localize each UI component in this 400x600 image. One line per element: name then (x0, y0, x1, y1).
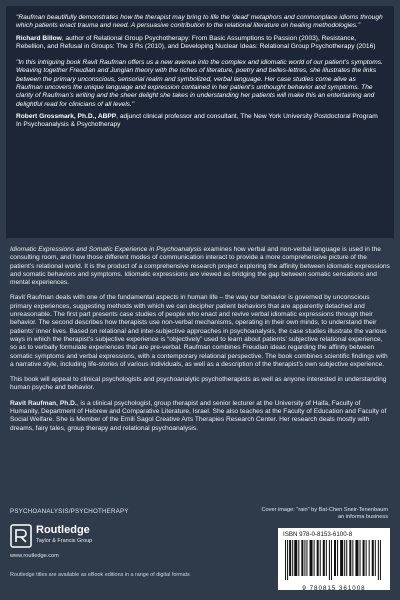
isbn-barcode (278, 528, 390, 590)
barcode-bars (283, 540, 385, 580)
description-paragraph-3: This book will appeal to clinical psychologists and psychoanalytic psychotherapists as well as anyone interested in understanding human psyche and behavior. (10, 376, 387, 392)
publisher-name: Routledge (36, 524, 90, 536)
author-bio-text: , is a clinical psychologist, group therapist and senior lecturer at the University of Haifa, Faculty of Humanity, Department of Hebrew and Comparative Literature, Israel. She also teaches at the Faculty of Education and Faculty of Social Welfare. She is Member of the Emili Sagol Creative Arts Therapies Research Center. Her research deals mostly with dreams, fairy tales, group therapy and relational psychoanalysis. (10, 399, 387, 432)
reviewer-name-1: Richard Billow (16, 34, 62, 42)
ebook-note: Routledge titles are available as eBook editions in a range of digital formats (10, 572, 190, 578)
praise-quote-1: "Raufman beautifully demonstrates how the therapist may bring to life the ‘dead’ metaphors and commonplace idioms through which patients enact trauma and need. A persuasive contribution to the relational literature on healing methodologies." (16, 14, 383, 30)
praise-attribution-1 (16, 35, 384, 52)
description-paragraph-2: Ravit Raufman deals with one of the fundamental aspects in human life – the way our behavior is governed by unconscious primary experiences, suggesting methods with which we can decipher patient behaviors that are apparently detached and unreasonable. The first part presents case studies of people who enact and revive verbal idiomatic expressions through their behavior. The second describes how therapists use non-verbal mechanisms, operating in their own minds, to understand their patients’ inner lives. Based on relational and inter-subjective approaches in psychoanalysis, the case studies illustrate the various ways in which the therapist’s subjective experience is “objectively” used to learn about patients’ subjective relational experience, so as to verbally formulate experiences that are pre-verbal. Raufman combines Freudian ideas regarding the affinity between somatic symptoms and verbal expressions, with a contemporary relational perspective. The book combines scientific findings with a narrative style, including life-stories of various individuals, as well as a description of the therapist’s own subjective experience. (10, 294, 388, 368)
praise-quote-2: "In this intriguing book Ravit Raufman offers us a new avenue into the complex and idiomatic world of our patient’s symptoms. Weaving together Freudian and Jungian theory with the riches of literature, poetry and belles-lettres, she illustrates the links between the primary unconscious, sensorial realm and symbolized, verbal language. Her case studies come alive as Raufman uncovers the unique language and expression contained in her patient’s unthought behavior and symptoms. The clarity of Raufman’s writing and the sheer delight she takes in understanding her patients will make this an entertaining and delightful read for clinicians of all levels." (16, 59, 383, 108)
isbn-text: ISBN 978-0-8153-6100-8 (283, 531, 353, 538)
publisher-website: www.routledge.com (10, 553, 59, 559)
reviewer-affiliation-1: , author of Relational Group Psychotherapy: From Basic Assumptions to Passion (2003), Resistance, Rebellion, and Refusal in Groups: The 3 Rs (2010), and Developing Nuclear Ideas: Relational Group Psychotherapy (2016) (16, 34, 376, 50)
reviewer-affiliation-2: , adjunct clinical professor and consultant, The New York University Postdoctoral Program In Psychoanalysis & Psychotherapy (16, 112, 378, 129)
book-title: Idiomatic Expressions and Somatic Experience in Psychoanalysis (10, 246, 202, 253)
cover-credit (262, 507, 388, 521)
author-name: Ravit Raufman, Ph.D. (10, 399, 77, 407)
cover-image-credit: Cover image: "rain" by Bat-Chen Sneir-Tenenbaum (261, 507, 388, 513)
author-bio (10, 400, 390, 433)
barcode-digits: 9 780815 361008 (302, 585, 366, 592)
praise-attribution-2 (16, 113, 384, 130)
reviewer-name-2: Robert Grossmark, Ph.D., ABPP (16, 112, 117, 120)
description-paragraph-1 (10, 246, 390, 287)
informa-line: an informa business (337, 514, 388, 520)
book-description (10, 246, 390, 440)
subject-category: PSYCHOANALYSIS/PSYCHOTHERAPY (10, 508, 129, 515)
description-text-1: examines how verbal and non-verbal language is used in the consulting room, and how those different modes of communication interact to provide a more comprehensive picture of the patient’s relational world. It is the product of a comprehensive research project exploring the affinity between idiomatic expressions and somatic behaviors and symptoms. Idiomatic expressions are viewed as bridging the gap between somatic sensations and mental experiences. (10, 246, 390, 287)
praise-panel (6, 6, 394, 238)
publisher-logo (10, 522, 160, 552)
routledge-logo-icon (10, 524, 32, 548)
publisher-group: Taylor & Francis Group (36, 538, 93, 544)
